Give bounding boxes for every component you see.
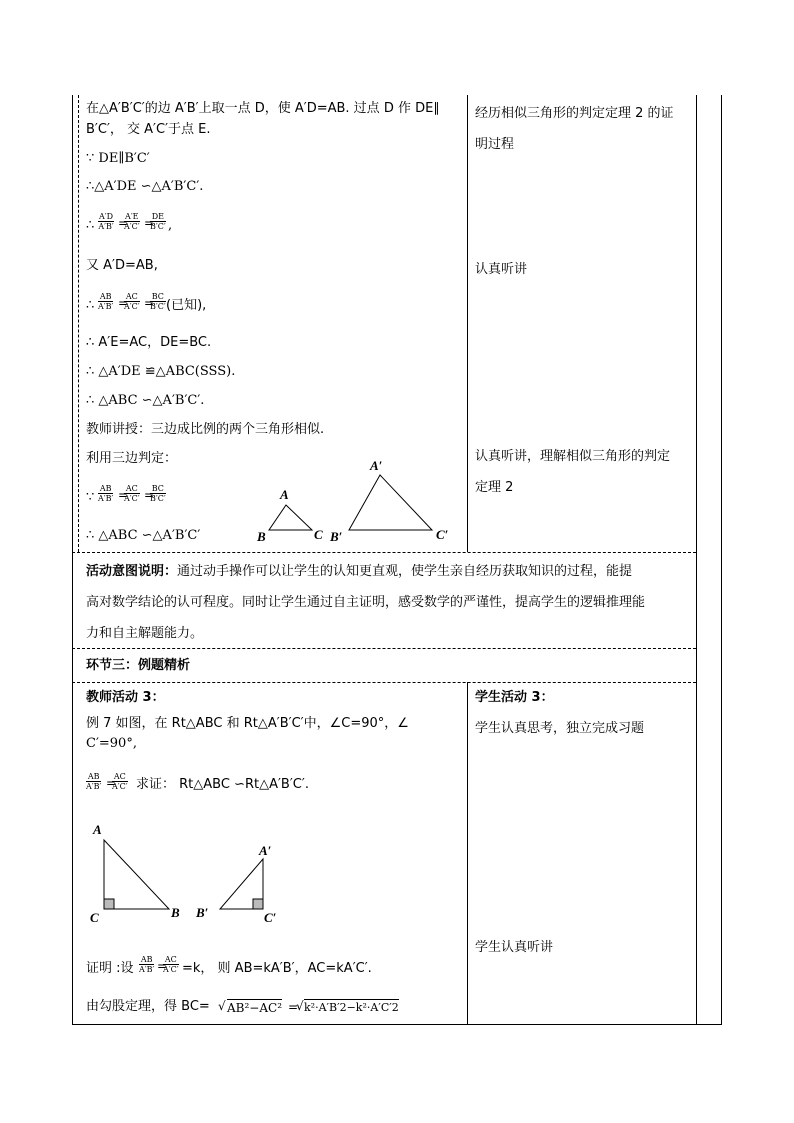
intent-line: 高对数学结论的认可程度。同时让学生通过自主证明，感受数学的严谨性，提高学生的逻辑推理能 <box>86 595 646 610</box>
fraction-numerator: AC <box>113 772 126 781</box>
label-c: C <box>90 910 99 925</box>
label-a: A <box>93 822 102 837</box>
proof-line: ∴ A′E=AC，DE=BC. <box>86 335 212 350</box>
label-b: B <box>171 905 180 920</box>
right-triangles-figure <box>86 818 296 926</box>
right-angle-mark <box>104 899 114 909</box>
sqrt-symbol: √ <box>296 999 304 1013</box>
fraction-numerator: AB <box>99 484 112 493</box>
student-activity-note: 明过程 <box>475 137 515 152</box>
therefore-symbol: ∴ <box>86 298 95 313</box>
fraction-denominator: A′B′ <box>86 782 102 791</box>
proof-line: ∵ DE∥B′C′ <box>86 151 150 166</box>
label-c-prime: C′ <box>436 527 449 542</box>
proof-line: 利用三边判定： <box>86 451 178 466</box>
sqrt-expression: AB²−AC² <box>227 1001 283 1015</box>
fraction-numerator: AB <box>140 955 153 964</box>
label-b-prime: B′ <box>330 529 343 544</box>
label-a-prime: A′ <box>370 458 383 473</box>
proof-line: B′C′， 交 A′C′于点 E. <box>86 122 211 137</box>
fraction-denominator: A′B′ <box>139 965 155 974</box>
triangle-abc <box>269 505 312 530</box>
fraction <box>98 292 113 311</box>
column-divider-upper <box>467 95 468 552</box>
equals: = <box>288 1000 299 1014</box>
label-b: B <box>257 529 266 544</box>
fraction <box>139 955 154 974</box>
fraction <box>98 212 114 231</box>
fraction-denominator: A′B′ <box>98 494 114 503</box>
fraction-denominator: A′C′ <box>124 494 140 503</box>
fraction-denominator: A′C′ <box>124 302 140 311</box>
proof-prefix: 证明 :设 <box>86 961 134 976</box>
fraction-numerator: BC <box>151 484 164 493</box>
student-activity-note: 定理 2 <box>475 480 514 495</box>
student-activity-note: 学生认真思考，独立完成习题 <box>475 721 645 736</box>
because-symbol: ∵ <box>86 490 95 505</box>
fraction <box>124 292 140 311</box>
triangle-a2b2c2 <box>349 475 432 530</box>
fraction-numerator: BC <box>151 292 164 301</box>
fraction <box>150 212 166 231</box>
row-divider <box>72 648 696 649</box>
row-divider <box>72 552 696 553</box>
proof-line: 又 A′D=AB, <box>86 258 158 273</box>
label-c: C <box>314 527 323 542</box>
sqrt-expression: k²·A′B′2−k²·A′C′2 <box>304 1001 399 1014</box>
row-divider <box>78 95 79 552</box>
fraction <box>150 292 166 311</box>
proof-line: ∴ △ABC ∽△A′B′C′ <box>86 528 201 543</box>
student-activity-note: 经历相似三角形的判定定理 2 的证 <box>475 106 674 121</box>
fraction-numerator: A′D <box>99 212 114 221</box>
example-goal: 求证： Rt△ABC ∽Rt△A′B′C′. <box>136 777 309 792</box>
label-c-prime: C′ <box>264 910 277 925</box>
fraction-numerator: DE <box>151 212 164 221</box>
fraction-denominator: A′C′ <box>163 965 179 974</box>
fraction <box>98 484 113 503</box>
page: 在△A′B′C′的边 A′B′上取一点 D，使 A′D=AB. 过点 D 作 DE∥ B′C′， 交 A′C′于点 E. ∵ DE∥B′C′ ∴△A′DE ∽△A′B′C′. ∴ $\frac{A'D}{A'B'}$ = $\frac{A'E}{A'C'}$ = $\frac{DE}{B'C'}$ , 又 A′D=AB, ∴ $\frac{AB}{A'B'}$ = $\frac{AC}{A'C'}$ = $\frac{BC}{B'C'}$ (已知), ∴ A′E=AC，DE=BC. ∴ △A′DE ≌△ABC(SSS). ∴ △ABC ∽△A′B′C′. 教师讲授：三边成比例的两个三角形相似. 利用三边判定： ∵ $\frac{AB}{A'B'}$ = $\frac{AC}{A'C'}$ = $\frac{BC}{B'C'}$ ∴ △ABC ∽△A′B′C′ A B C A′ B′ C′ 经历相似三角形的判定定理 2 的证 明过程 认真听讲 认真听讲，理解相似三角形的判定 定理 2 活动意图说明：通过动手操作可以让学生的认知更直观，使学生亲自经历获取知识的过程，能提 高对数学结论的认可程度。同时让学生通过自主证明，感受数学的严谨性，提高学生的逻辑推理能 力和自主解题能力。 环节三：例题精析 教师活动 3： 例 7 如图，在 Rt△ABC 和 Rt△A′B′C′中，∠C=90°，∠ C′=90°, $\frac{AB}{A'B'}$ = $\frac{AC}{A'C'}$ 求证： Rt△ABC ∽Rt△A′B′C′. A C B A′ B′ C′ 证明 :设 $\frac{AB}{A'B'}$ = $\frac{AC}{A'C'}$ =k， 则 AB=kA′B′，AC=kA′C′. 由勾股定理，得 BC= √ AB²−AC² = √ k²·A′B′2−k²·A′C′2 学生活动 3： 学生认真思考，独立完成习题 学生认真听讲 <box>0 0 794 1123</box>
right-margin-column <box>696 95 697 1025</box>
fraction-numerator: A′E <box>125 212 139 221</box>
label-a-prime: A′ <box>259 843 272 858</box>
right-angle-mark <box>253 899 263 909</box>
proof-line: ∴ △A′DE ≌△ABC(SSS). <box>86 364 236 379</box>
proof-line: 在△A′B′C′的边 A′B′上取一点 D，使 A′D=AB. 过点 D 作 DE∥ <box>86 101 440 116</box>
example-text: C′=90°, <box>86 736 137 751</box>
fraction-denominator: A′C′ <box>112 782 128 791</box>
label-b-prime: B′ <box>196 905 209 920</box>
fraction-numerator: AC <box>125 292 138 301</box>
fraction-denominator: B′C′ <box>150 302 166 311</box>
fraction-numerator: AB <box>99 292 112 301</box>
column-divider-lower <box>467 682 468 1025</box>
punct: , <box>168 218 173 233</box>
fraction <box>163 955 179 974</box>
fraction <box>112 772 128 791</box>
intent-line: 力和自主解题能力。 <box>86 626 204 641</box>
example-text: 例 7 如图，在 Rt△ABC 和 Rt△A′B′C′中，∠C=90°，∠ <box>86 716 409 731</box>
proof-line: 教师讲授：三边成比例的两个三角形相似. <box>86 422 325 437</box>
teacher-activity-heading: 教师活动 3： <box>86 690 165 705</box>
fraction-denominator: A′B′ <box>98 222 114 231</box>
student-activity-heading: 学生活动 3： <box>475 690 554 705</box>
pythagoras-prefix: 由勾股定理，得 BC= <box>86 999 210 1014</box>
similar-triangles-figure <box>250 455 465 547</box>
student-activity-note: 认真听讲 <box>475 262 528 277</box>
intent-line: 通过动手操作可以让学生的认知更直观，使学生亲自经历获取知识的过程，能提 <box>177 564 633 579</box>
fraction-denominator: A′C′ <box>124 222 140 231</box>
fraction-numerator: AC <box>125 484 138 493</box>
intent-text <box>86 564 632 580</box>
fraction-numerator: AB <box>87 772 100 781</box>
student-activity-note: 学生认真听讲 <box>475 940 554 955</box>
proof-line: ∴ △ABC ∽△A′B′C′. <box>86 393 205 408</box>
student-activity-note: 认真听讲，理解相似三角形的判定 <box>475 449 671 464</box>
fraction-denominator: A′B′ <box>98 302 114 311</box>
fraction <box>124 484 140 503</box>
fraction <box>150 484 166 503</box>
fraction-numerator: AC <box>164 955 177 964</box>
label-a: A <box>280 487 289 502</box>
proof-line: ∴△A′DE ∽△A′B′C′. <box>86 179 204 194</box>
fraction-denominator: B′C′ <box>150 222 166 231</box>
proof-rest: =k， 则 AB=kA′B′，AC=kA′C′. <box>182 961 372 976</box>
fraction <box>86 772 101 791</box>
section-title: 环节三：例题精析 <box>86 658 191 673</box>
fraction-denominator: B′C′ <box>150 494 166 503</box>
sqrt-symbol: √ <box>218 999 226 1013</box>
row-divider <box>72 682 696 683</box>
intent-label: 活动意图说明： <box>86 564 178 579</box>
known-note: (已知), <box>166 298 207 313</box>
fraction <box>124 212 140 231</box>
therefore-symbol: ∴ <box>86 218 95 233</box>
